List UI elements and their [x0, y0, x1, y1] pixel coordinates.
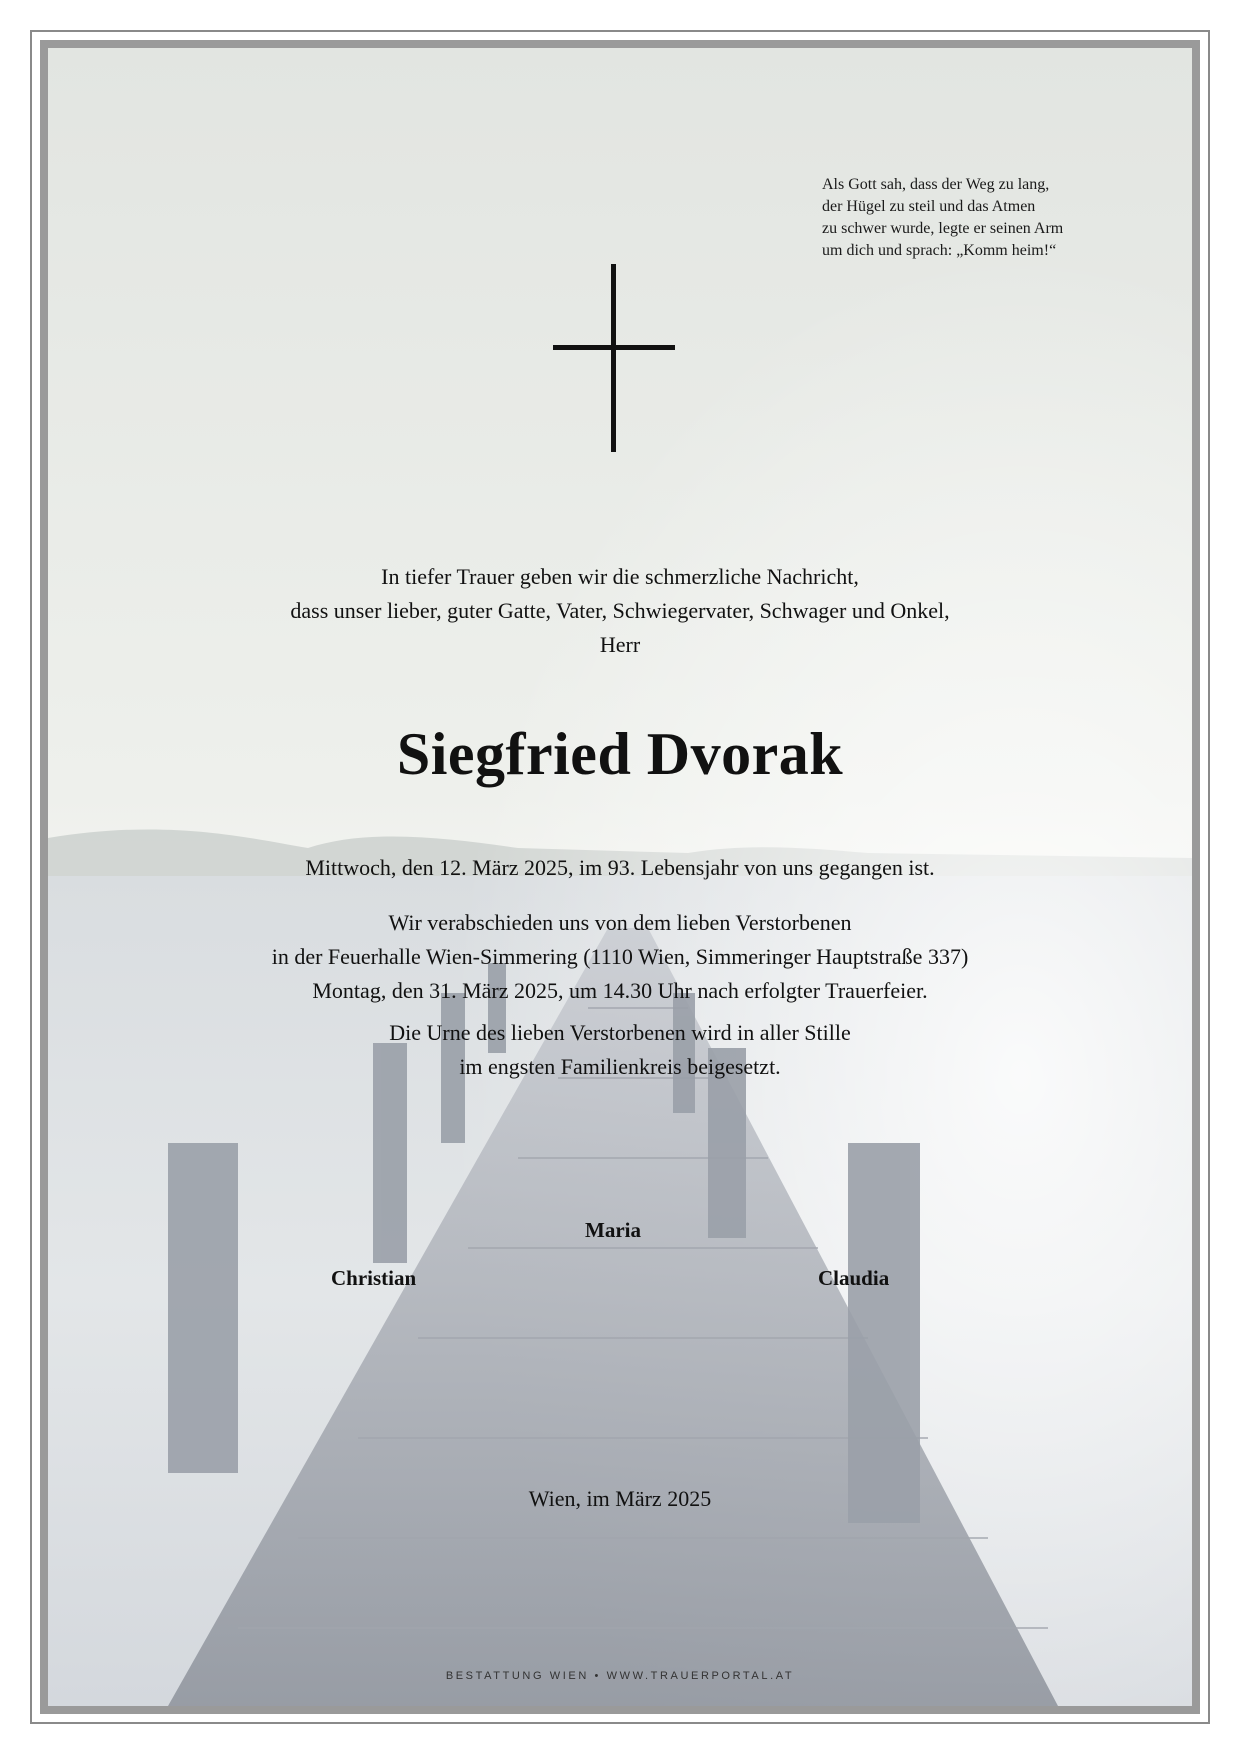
place-date: Wien, im März 2025 [528, 1486, 712, 1511]
urn-line: im engsten Familienkreis beigesetzt. [459, 1054, 781, 1079]
footer-credit: BESTATTUNG WIEN • WWW.TRAUERPORTAL.AT [445, 1670, 795, 1682]
farewell-text [48, 906, 1192, 1008]
farewell-line: Montag, den 31. März 2025, um 14.30 Uhr nach erfolgter Trauerfeier. [312, 978, 928, 1003]
death-notice-line: Mittwoch, den 12. März 2025, im 93. Lebensjahr von uns gegangen ist. [305, 855, 935, 880]
urn-line: Die Urne des lieben Verstorbenen wird in aller Stille [389, 1020, 851, 1045]
farewell-line: in der Feuerhalle Wien-Simmering (1110 Wien, Simmeringer Hauptstraße 337) [271, 944, 969, 969]
mourner-claudia: Claudia [818, 1266, 890, 1290]
intro-line: dass unser lieber, guter Gatte, Vater, Schwiegervater, Schwager und Onkel, [290, 598, 950, 623]
verse-line: um dich und sprach: „Komm heim!“ [822, 242, 1057, 259]
memorial-verse [822, 174, 1162, 262]
intro-line: In tiefer Trauer geben wir die schmerzliche Nachricht, [381, 564, 859, 589]
cross-horizontal-bar [553, 345, 675, 350]
mourner-christian: Christian [331, 1266, 417, 1290]
death-notice [48, 852, 1192, 884]
cross-vertical-bar [611, 264, 616, 452]
mourner-maria: Maria [585, 1218, 641, 1242]
farewell-line: Wir verabschieden uns von dem lieben Verstorbenen [388, 910, 852, 935]
intro-text [48, 560, 1192, 662]
latin-cross-icon [553, 264, 675, 452]
intro-line: Herr [599, 632, 641, 657]
deceased-name: Siegfried Dvorak [396, 721, 844, 787]
verse-line: der Hügel zu steil und das Atmen [822, 198, 1036, 215]
verse-line: zu schwer wurde, legte er seinen Arm [822, 220, 1064, 237]
obituary-content [48, 48, 1192, 1706]
verse-line: Als Gott sah, dass der Weg zu lang, [822, 176, 1050, 193]
inner-frame [40, 40, 1200, 1714]
urn-text [48, 1016, 1192, 1084]
